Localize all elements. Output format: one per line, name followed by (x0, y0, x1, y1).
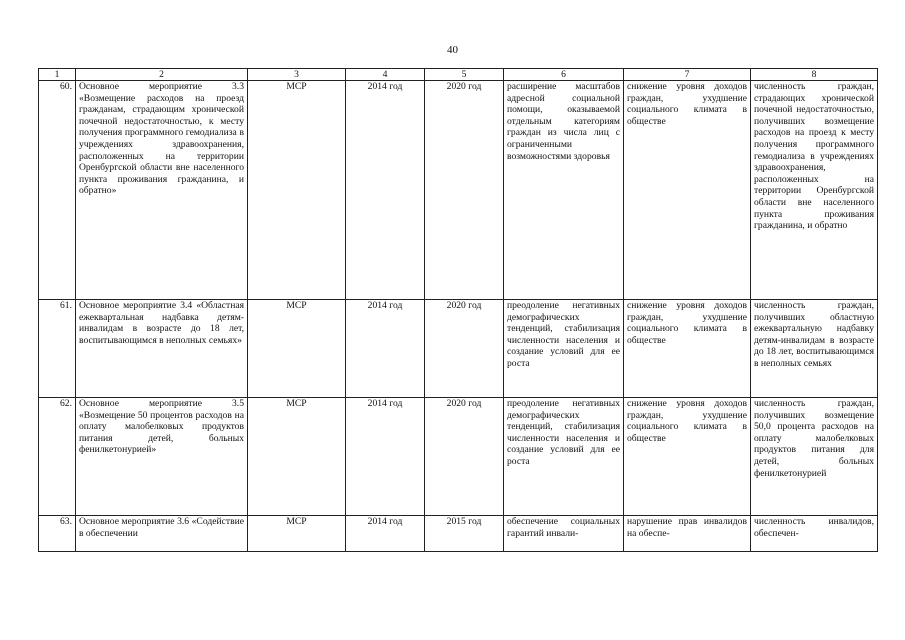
row-number: 62. (39, 398, 76, 516)
consequence-cell: нарушение прав инвалидов на обеспе- (624, 516, 751, 552)
column-header-2: 2 (76, 69, 248, 81)
table-row (39, 300, 878, 398)
executor-cell: МСР (248, 516, 346, 552)
header-row (39, 69, 878, 81)
event-cell: Основное мероприятие 3.3 «Возмещение расходов на проезд гражданам, страдающим хронической почечной недостаточностью, к месту получения программного гемодиализа в учреждениях здравоохранения, расположенных на территории Оренбургской области вне населенного пункта проживания гражданина, и обратно» (76, 81, 248, 300)
column-header-6: 6 (504, 69, 624, 81)
column-header-1: 1 (39, 69, 76, 81)
start-year-cell: 2014 год (346, 81, 425, 300)
column-header-4: 4 (346, 69, 425, 81)
event-cell: Основное мероприятие 3.6 «Содействие в обеспечении (76, 516, 248, 552)
consequence-cell: снижение уровня доходов граждан, ухудшение социального климата в обществе (624, 81, 751, 300)
row-number: 61. (39, 300, 76, 398)
result-cell: преодоление негативных демографических тенденций, стабилизация численности населения и создание условий для ее роста (504, 300, 624, 398)
table-row (39, 516, 878, 552)
executor-cell: МСР (248, 300, 346, 398)
end-year-cell: 2015 год (425, 516, 504, 552)
end-year-cell: 2020 год (425, 398, 504, 516)
result-cell: расширение масштабов адресной социальной помощи, оказываемой отдельным категориям граждан из числа лиц с ограниченными возможностями здоровья (504, 81, 624, 300)
column-header-3: 3 (248, 69, 346, 81)
row-number: 63. (39, 516, 76, 552)
consequence-cell: снижение уровня доходов граждан, ухудшение социального климата в обществе (624, 398, 751, 516)
column-header-7: 7 (624, 69, 751, 81)
start-year-cell: 2014 год (346, 516, 425, 552)
table-row (39, 398, 878, 516)
page-number: 40 (447, 44, 458, 56)
start-year-cell: 2014 год (346, 300, 425, 398)
event-cell: Основное мероприятие 3.4 «Областная ежеквартальная надбавка детям-инвалидам в возрасте до 18 лет, воспитывающимся в неполных семьях» (76, 300, 248, 398)
executor-cell: МСР (248, 81, 346, 300)
indicator-cell: численность граждан, страдающих хронической почечной недостаточностью, получивших возмещение расходов на проезд к месту получения программного гемодиализа в учреждениях здравоохранения, расположенных на территории Оренбургской области вне населенного пункта проживания гражданина, и обратно (751, 81, 878, 300)
table-row (39, 81, 878, 300)
executor-cell: МСР (248, 398, 346, 516)
consequence-cell: снижение уровня доходов граждан, ухудшение социального климата в обществе (624, 300, 751, 398)
column-header-5: 5 (425, 69, 504, 81)
row-number: 60. (39, 81, 76, 300)
indicator-cell: численность граждан, получивших возмещение 50,0 процента расходов на оплату малобелковых продуктов питания для детей, больных фенилкетонурией (751, 398, 878, 516)
measures-table (38, 68, 878, 552)
indicator-cell: численность граждан, получивших областную ежеквартальную надбавку детям-инвалидам в возрасте до 18 лет, воспитывающимся в неполных семьях (751, 300, 878, 398)
start-year-cell: 2014 год (346, 398, 425, 516)
column-header-8: 8 (751, 69, 878, 81)
indicator-cell: численность инвалидов, обеспечен- (751, 516, 878, 552)
event-cell: Основное мероприятие 3.5 «Возмещение 50 процентов расходов на оплату малобелковых продуктов питания детей, больных фенилкетонурией» (76, 398, 248, 516)
end-year-cell: 2020 год (425, 300, 504, 398)
result-cell: обеспечение социальных гарантий инвали- (504, 516, 624, 552)
result-cell: преодоление негативных демографических тенденций, стабилизация численности населения и создание условий для ее роста (504, 398, 624, 516)
end-year-cell: 2020 год (425, 81, 504, 300)
